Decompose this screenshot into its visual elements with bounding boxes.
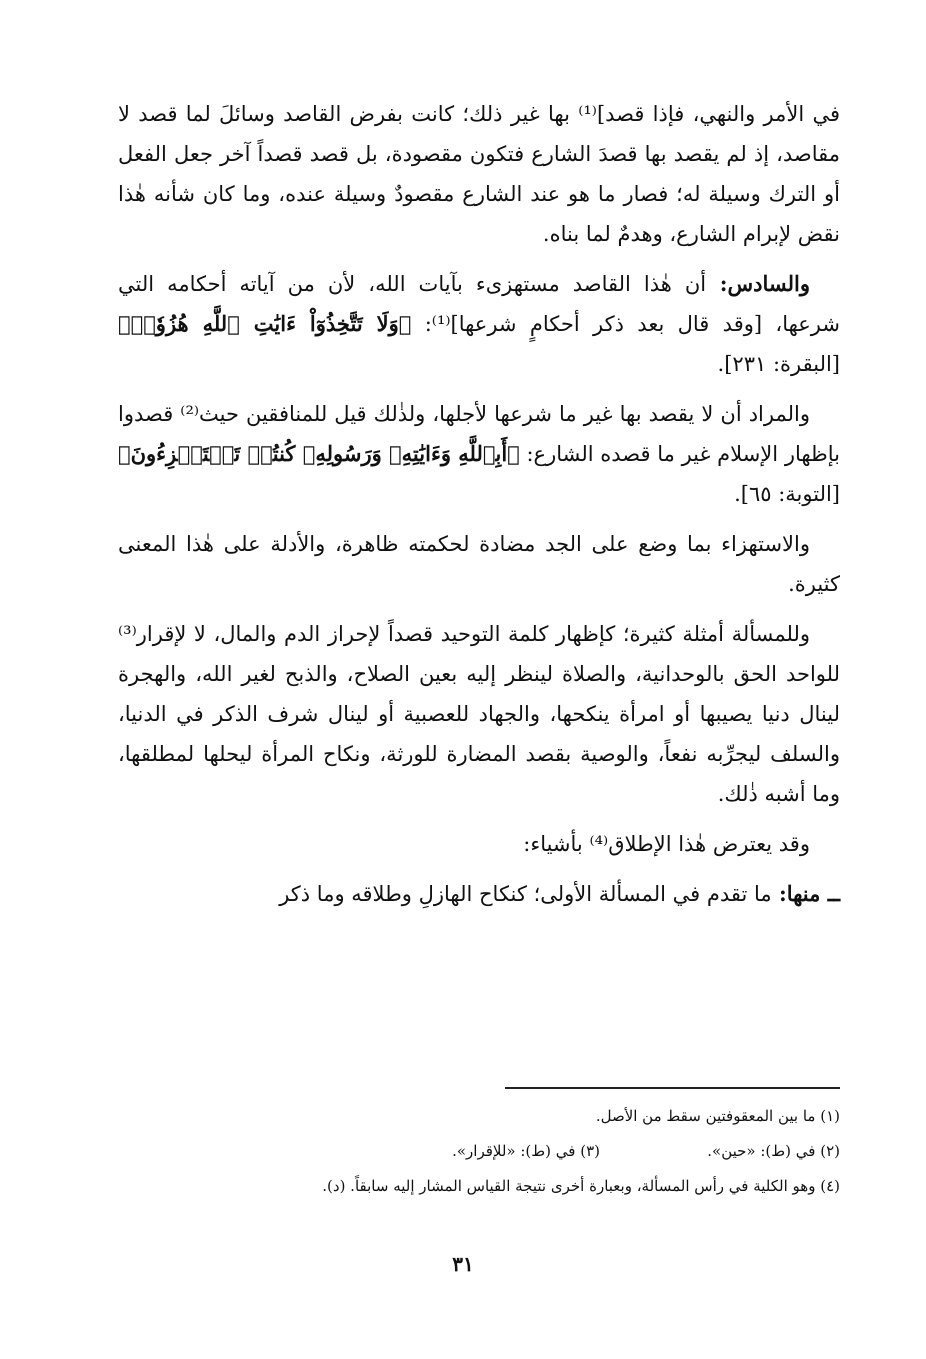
footnote-separator bbox=[505, 1087, 840, 1089]
paragraph-7-text: ما تقدم في المسألة الأولى؛ كنكاح الهازلِ وطلاقه وما ذكر bbox=[279, 882, 772, 906]
footnote-2: (٢) في (ط): «حين». bbox=[707, 1142, 840, 1160]
paragraph-3 bbox=[118, 394, 840, 514]
quran-verse-tawbah: ﴿أَبِٱللَّهِ وَءَايَٰتِهِۦ وَرَسُولِهِۦ كُنتُمۡ تَسۡتَهۡزِءُونَ﴾ bbox=[118, 441, 520, 466]
quran-verse-baqarah: ﴿وَلَا تَتَّخِذُوٓاْ ءَايَٰتِ ٱللَّهِ هُزُوٗاۚ﴾ bbox=[118, 311, 412, 336]
paragraph-7 bbox=[118, 874, 840, 914]
paragraph-4: والاستهزاء بما وضع على الجد مضادة لحكمته ظاهرة، والأدلة على هٰذا المعنى كثيرة. bbox=[118, 532, 840, 596]
verse-reference-baqarah: [البقرة: ٢٣١]. bbox=[717, 352, 840, 376]
footnote-3: (٣) في (ط): «للإقرار». bbox=[452, 1142, 600, 1160]
paragraph-heading-minha: ــ منها: bbox=[771, 881, 840, 906]
footnote-4: (٤) وهو الكلية في رأس المسألة، وبعبارة أخرى نتيجة القياس المشار إليه سابقاً. (د). bbox=[322, 1177, 840, 1195]
page-number: ٣١ bbox=[452, 1252, 474, 1276]
footnote-row bbox=[118, 1134, 840, 1169]
footnotes bbox=[118, 1099, 840, 1204]
paragraph-6: وقد يعترض هٰذا الإطلاق⁽⁴⁾ بأشياء: bbox=[523, 832, 810, 856]
paragraph-2 bbox=[118, 264, 840, 384]
verse-reference-tawbah: [التوبة: ٦٥]. bbox=[734, 482, 840, 506]
paragraph-1: في الأمر والنهي، فإذا قصد]⁽¹⁾ بها غير ذلك؛ كانت بفرض القاصد وسائلَ لما قصد لا مقاصد، إذ لم يقصد بها قصدَ الشارع فتكون مقصودة، بل قصد قصداً آخر جعل الفعل أو الترك وسيلة له؛ فصار ما هو عند الشارع مقصودٌ وسيلة عنده، وما كان شأنه هٰذا نقض لإبرام الشارع، وهدمٌ لما بناه. bbox=[118, 102, 840, 246]
paragraph-heading-sixth: والسادس: bbox=[706, 271, 810, 296]
paragraph-3-text: والمراد أن لا يقصد بها غير ما شرعها لأجلها، ولذٰلك قيل للمنافقين حيث⁽²⁾ قصدوا بإظهار الإسلام غير ما قصده الشارع: bbox=[118, 402, 840, 466]
paragraph-5: وللمسألة أمثلة كثيرة؛ كإظهار كلمة التوحيد قصداً لإحراز الدم والمال، لا لإقرار⁽³⁾ للواحد الحق بالوحدانية، والصلاة لينظر إليه بعين الصلاح، والذبح لغير الله، والهجرة لينال دنيا يصيبها أو امرأة ينكحها، والجهاد للعصبية أو لينال شرف الذكر في الدنيا، والسلف ليجرِّبه نفعاً، والوصية بقصد المضارة للورثة، ونكاح المرأة ليحلها لمطلقها، وما أشبه ذٰلك. bbox=[118, 622, 840, 806]
footnote-1: (١) ما بين المعقوفتين سقط من الأصل. bbox=[595, 1107, 840, 1125]
main-text bbox=[118, 94, 840, 924]
paragraph-2-text: أن هٰذا القاصد مستهزىء بآيات الله، لأن من آياته أحكامه التي شرعها، [وقد قال بعد ذكر أحكامٍ شرعها]⁽¹⁾: bbox=[118, 272, 840, 336]
